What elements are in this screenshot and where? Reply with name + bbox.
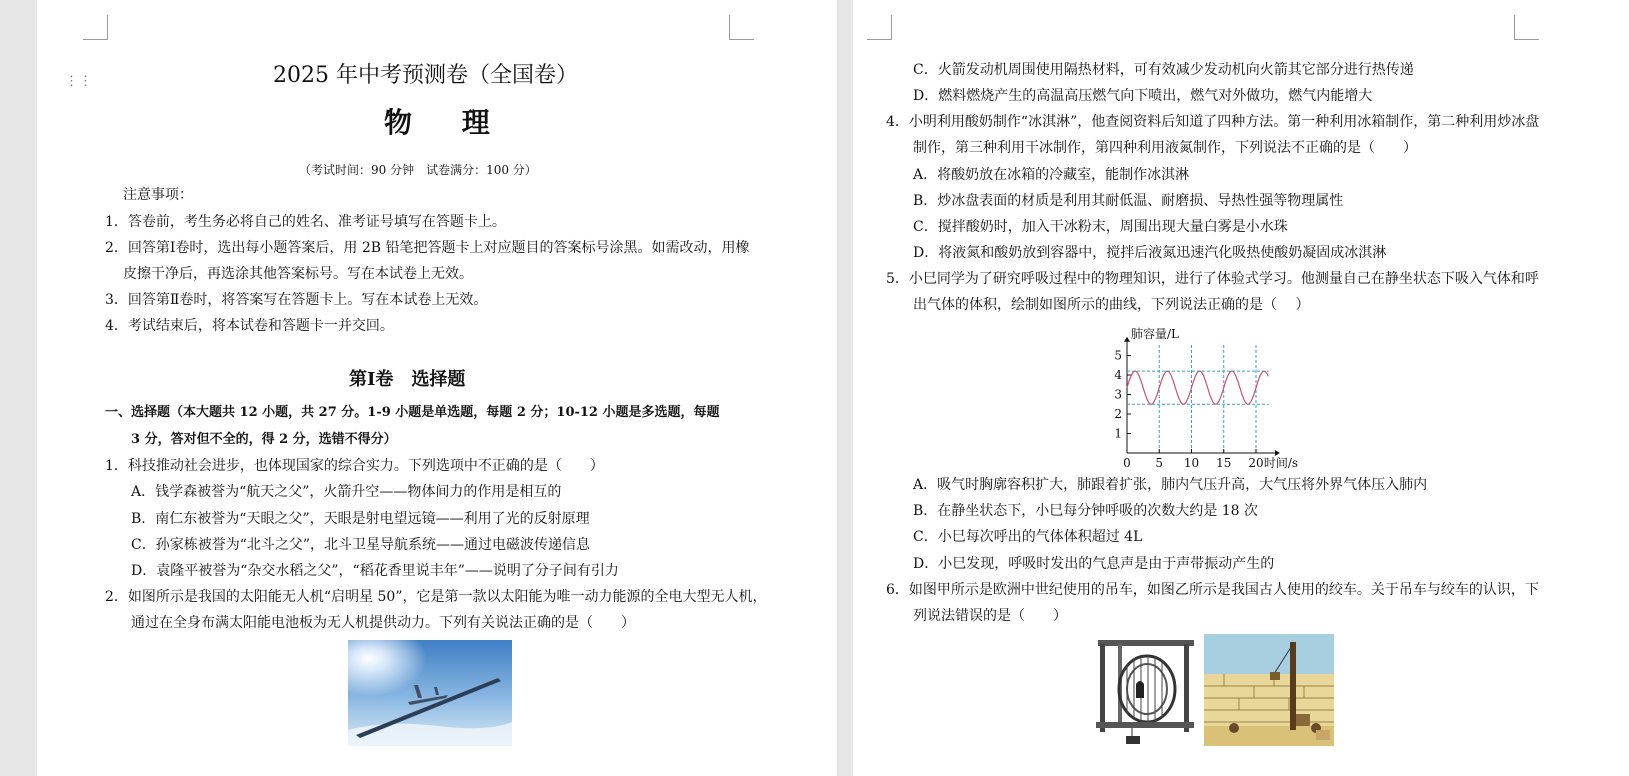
question-1-option-b: B．南仁东被誉为“天眼之父”，天眼是射电望远镜——利用了光的反射原理 — [131, 511, 590, 527]
question-5-stem: 5．小巳同学为了研究呼吸过程中的物理知识，进行了体验式学习。他测量自己在静坐状态下吸入气体和呼 — [886, 271, 1539, 287]
question-6-stem: 6．如图甲所示是欧洲中世纪使用的吊车，如图乙所示是我国古人使用的绞车。关于吊车与绞车的认识，下 — [886, 582, 1539, 598]
part-header: 一、选择题（本大题共 12 小题，共 27 分。1-9 小题是单选题，每题 2 分；10-12 小题是多选题，每题 — [105, 405, 720, 420]
exam-info: （考试时间：90 分钟 试卷满分：100 分） — [299, 163, 537, 177]
question-5-option-a: A．吸气时胸廓容积扩大，肺跟着扩张，肺内气压升高，大气压将外界气体压入肺内 — [913, 477, 1428, 493]
document-page-right — [853, 0, 1629, 776]
x-tick-label: 5 — [1155, 456, 1164, 470]
document-page-left — [37, 0, 837, 776]
question-4-option-c: C．搅拌酸奶时，加入干冰粉末，周围出现大量白雾是小水珠 — [913, 219, 1288, 235]
question-3-option-c: C．火箭发动机周围使用隔热材料，可有效减少发动机向火箭其它部分进行热传递 — [913, 62, 1414, 78]
x-tick-label: 15 — [1216, 456, 1232, 470]
question-4-stem: 4．小明利用酸奶制作“冰淇淋”，他查阅资料后知道了四种方法。第一种利用冰箱制作，第二种利用炒冰盘 — [886, 114, 1540, 130]
exam-title: 2025 年中考预测卷（全国卷） — [273, 63, 578, 88]
x-tick-label: 0 — [1123, 456, 1131, 470]
question-1-option-d: D．袁隆平被誉为“杂交水稻之父”，“稻花香里说丰年”——说明了分子间有引力 — [131, 563, 619, 579]
question-5-option-b: B．在静坐状态下，小巳每分钟呼吸的次数大约是 18 次 — [913, 503, 1259, 519]
question-1-option-c: C．孙家栋被誉为“北斗之父”，北斗卫星导航系统——通过电磁波传递信息 — [131, 537, 591, 553]
lung-volume-curve — [1127, 371, 1268, 404]
question-1-option-a: A．钱学森被誉为“航天之父”，火箭升空——物体间力的作用是相互的 — [131, 484, 562, 500]
note-line: 3．回答第Ⅱ卷时，将答案写在答题卡上。写在本试卷上无效。 — [105, 292, 488, 308]
corner-mark — [867, 15, 892, 40]
y-axis-label: 肺容量/L — [1131, 326, 1180, 341]
note-line: 2．回答第Ⅰ卷时，选出每小题答案后，用 2B 铅笔把答题卡上对应题目的答案标号涂黑。如需改动，用橡 — [105, 240, 750, 256]
x-tick-label: 10 — [1183, 456, 1200, 470]
question-4-stem: 制作，第三种利用干冰制作，第四种利用液氮制作，下列说法不正确的是（ ） — [913, 140, 1417, 156]
y-tick-label: 5 — [1114, 348, 1122, 363]
question-5-stem: 出气体的体积，绘制如图所示的曲线，下列说法正确的是（ ） — [913, 297, 1310, 313]
question-3-option-d: D．燃料燃烧产生的高温高压燃气向下喷出，燃气对外做功，燃气内能增大 — [913, 88, 1373, 104]
crane-wheel-illustration — [1092, 634, 1196, 746]
question-5-option-d: D．小巳发现，呼吸时发出的气息声是由于声带振动产生的 — [913, 556, 1275, 572]
corner-mark — [1514, 15, 1539, 40]
subject-title: 物 理 — [384, 106, 510, 139]
note-line: 1．答卷前，考生务必将自己的姓名、准考证号填写在答题卡上。 — [105, 214, 506, 230]
question-4-option-b: B．炒冰盘表面的材质是利用其耐低温、耐磨损、导热性强等物理属性 — [913, 193, 1344, 209]
corner-mark — [729, 15, 754, 40]
question-2-stem: 通过在全身布满太阳能电池板为无人机提供动力。下列有关说法正确的是（ ） — [131, 615, 635, 631]
question-4-option-d: D．将液氮和酸奶放到容器中，搅拌后液氮迅速汽化吸热使酸奶凝固成冰淇淋 — [913, 245, 1387, 261]
question-4-option-a: A．将酸奶放在冰箱的冷藏室，能制作冰淇淋 — [913, 167, 1190, 183]
part-header: 3 分，答对但不全的，得 2 分，选错不得分） — [131, 432, 397, 447]
winch-illustration — [1204, 634, 1334, 746]
question-2-stem: 2．如图所示是我国的太阳能无人机“启明星 50”，它是第一款以太阳能为唯一动力能源的全电大型无人机， — [105, 589, 767, 605]
y-tick-label: 4 — [1114, 368, 1122, 382]
note-line: 皮擦干净后，再选涂其他答案标号。写在本试卷上无效。 — [123, 266, 473, 282]
question-6-stem: 列说法错误的是（ ） — [913, 608, 1067, 624]
x-axis-label: 时间/s — [1263, 456, 1299, 470]
y-tick-label: 2 — [1114, 407, 1122, 421]
question-1-stem: 1．科技推动社会进步，也体现国家的综合实力。下列选项中不正确的是（ ） — [105, 458, 604, 474]
y-tick-label: 3 — [1114, 387, 1122, 402]
question-5-option-c: C．小巳每次呼出的气体体积超过 4L — [913, 529, 1143, 545]
corner-mark — [83, 15, 108, 40]
section-title: 第Ⅰ卷 选择题 — [349, 369, 466, 390]
x-tick-label: 20 — [1248, 456, 1264, 470]
y-axis-arrow — [1124, 337, 1130, 342]
lung-volume-chart — [1109, 320, 1299, 476]
note-line: 4．考试结束后，将本试卷和答题卡一并交回。 — [105, 318, 394, 334]
solar-drone-photo — [348, 640, 512, 746]
notes-heading: 注意事项： — [123, 187, 193, 203]
drag-handle-icon[interactable]: ⋮⋮ — [65, 74, 93, 89]
y-tick-label: 1 — [1114, 426, 1122, 441]
